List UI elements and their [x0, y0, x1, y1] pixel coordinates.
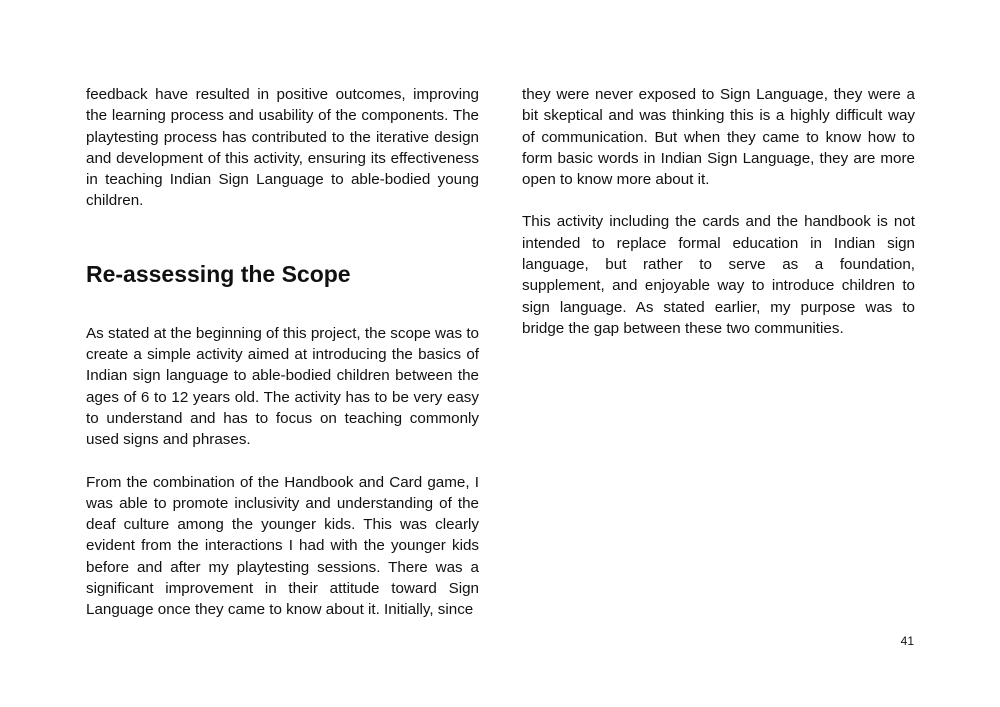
spacer: [86, 451, 479, 472]
page-number: 41: [900, 634, 914, 648]
body-paragraph: This activity including the cards and the handbook is not intended to replace formal education in Indian sign language, but rather to serve as a foundation, supplement, and enjoyable way to introduce children to sign language. As stated earlier, my purpose was to bridge the gap between these two communities.: [522, 213, 915, 337]
spacer: [86, 212, 479, 259]
spacer: [522, 190, 915, 211]
body-paragraph: As stated at the beginning of this project, the scope was to create a simple activity aimed at introducing the basics of Indian sign language to able-bodied children between the ages of 6 to 12 years old. The activity has to be very easy to understand and has to focus on teaching commonly used signs and phrases.: [86, 324, 479, 449]
body-paragraph: From the combination of the Handbook and Card game, I was able to promote inclusivity and understanding of the deaf culture among the younger kids. This was clearly evident from the interactions I had with the younger kids before and after my playtesting sessions. There was a significant improvement in their attitude toward Sign Language once they came to know about it. Initially, since: [86, 473, 479, 619]
section-heading: Re-assessing the Scope: [86, 260, 351, 287]
spacer: [86, 289, 479, 323]
body-paragraph: they were never exposed to Sign Language, they were a bit skeptical and was thinking this is a highly difficult way of communication. But when they came to know how to form basic words in Indian Sign Language, they are more open to know more about it.: [522, 86, 915, 189]
left-column: [86, 84, 479, 621]
right-column: [522, 84, 915, 339]
body-paragraph: feedback have resulted in positive outcomes, improving the learning process and usability of the components. The playtesting process has contributed to the iterative design and development of this activity, ensuring its effectiveness in teaching Indian Sign Language to able-bodied young children.: [86, 86, 479, 210]
